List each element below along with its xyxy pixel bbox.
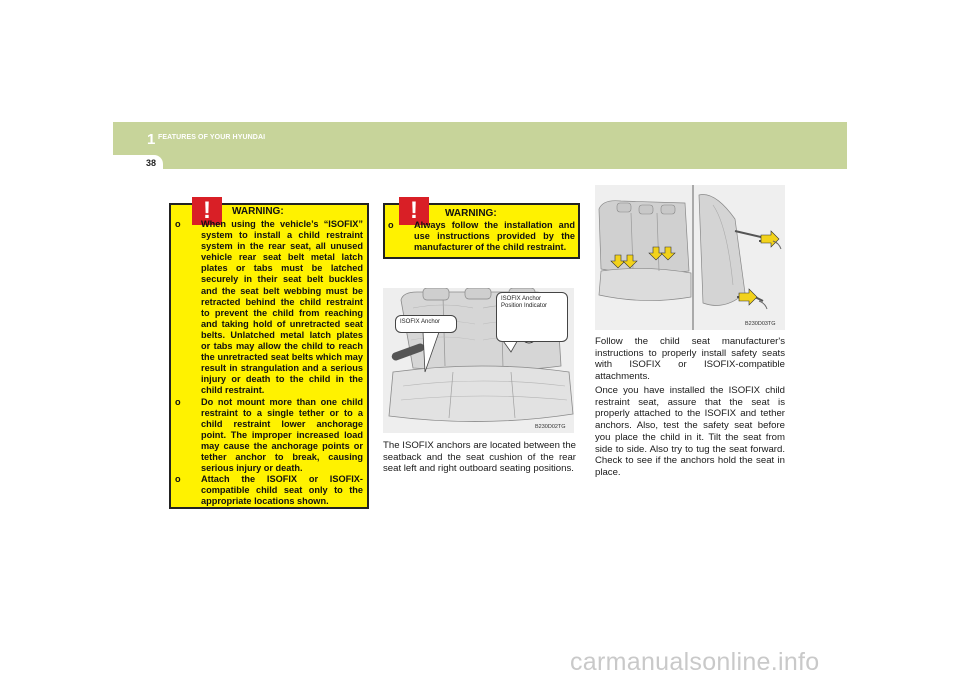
bullet-marker: o: [388, 220, 394, 230]
callout-isofix-anchor: ISOFIX Anchor: [395, 315, 457, 333]
bullet-marker: o: [175, 396, 181, 407]
warning-title: WARNING:: [445, 208, 497, 219]
bullet-marker: o: [175, 474, 181, 485]
anchor-detail-illustration: [595, 185, 785, 330]
warning-item-text: Do not mount more than one child restraint to a single tether or to a child restraint lower anchorage point. The improper increased load may cause the anchorage points or tether anchor to break, causing serious injury or death.: [201, 396, 363, 474]
warning-item: [175, 219, 363, 397]
figure-anchor-detail: [595, 185, 785, 330]
warning-box-follow-instructions: [383, 197, 580, 259]
bullet-marker: o: [175, 219, 181, 229]
installation-text: Follow the child seat manufacturer's instructions to properly install safety seats with ISOFIX or ISOFIX-compatible attachments.: [595, 336, 785, 383]
verification-text: Once you have installed the ISOFIX child restraint seat, assure that the seat is properly attached to the ISOFIX and tether anchors. Also, test the safety seat before you place the child in it. Tilt the seat from side to side. Also try to tug the seat forward. Check to see if the anchors hold the seat in place.: [595, 385, 785, 478]
page-number: 38: [146, 158, 157, 168]
warning-list: [388, 220, 575, 253]
isofix-location-text: The ISOFIX anchors are located between the seatback and the seat cushion of the rear seat left and right outboard seating positions.: [383, 440, 576, 475]
chapter-header-band: [113, 122, 847, 169]
exclamation-icon: !: [192, 197, 222, 225]
watermark: carmanualsonline.info: [570, 648, 820, 676]
warning-item: [175, 397, 363, 475]
warning-box-isofix: [169, 197, 369, 509]
warning-item-text: Always follow the installation and use instructions provided by the manufacturer of the child restraint.: [414, 220, 575, 253]
exclamation-icon: !: [399, 197, 429, 225]
warning-item: [175, 474, 363, 507]
chapter-number: 1: [147, 131, 156, 148]
warning-title: WARNING:: [232, 206, 284, 217]
figure-rear-seats: [383, 288, 574, 433]
warning-item-text: Attach the ISOFIX or ISOFIX-compatible child seat only to the appropriate locations shown.: [201, 474, 363, 507]
figure-code: B230D02TG: [535, 424, 566, 430]
warning-list: [175, 219, 363, 507]
warning-item: [388, 220, 575, 253]
chapter-title: FEATURES OF YOUR HYUNDAI: [158, 134, 266, 141]
warning-item-text: When using the vehicle’s “ISOFIX” system to install a child restraint system in the rear seat, all unused vehicle rear seat belt metal latch plates or tabs must be latched securely in their seat belt buckles and the seat belt webbing must be retracted behind the child restraint to prevent the child from reaching and taking hold of unretracted seat belts. Unlatched metal latch plates or tabs may allow the child to reach the unretracted seat belts which may result in strangulation and a serious injury or death to the child in the child restraint.: [201, 219, 363, 396]
figure-code: B230D03TG: [745, 321, 776, 327]
callout-anchor-position-indicator: ISOFIX Anchor Position Indicator: [496, 292, 568, 342]
